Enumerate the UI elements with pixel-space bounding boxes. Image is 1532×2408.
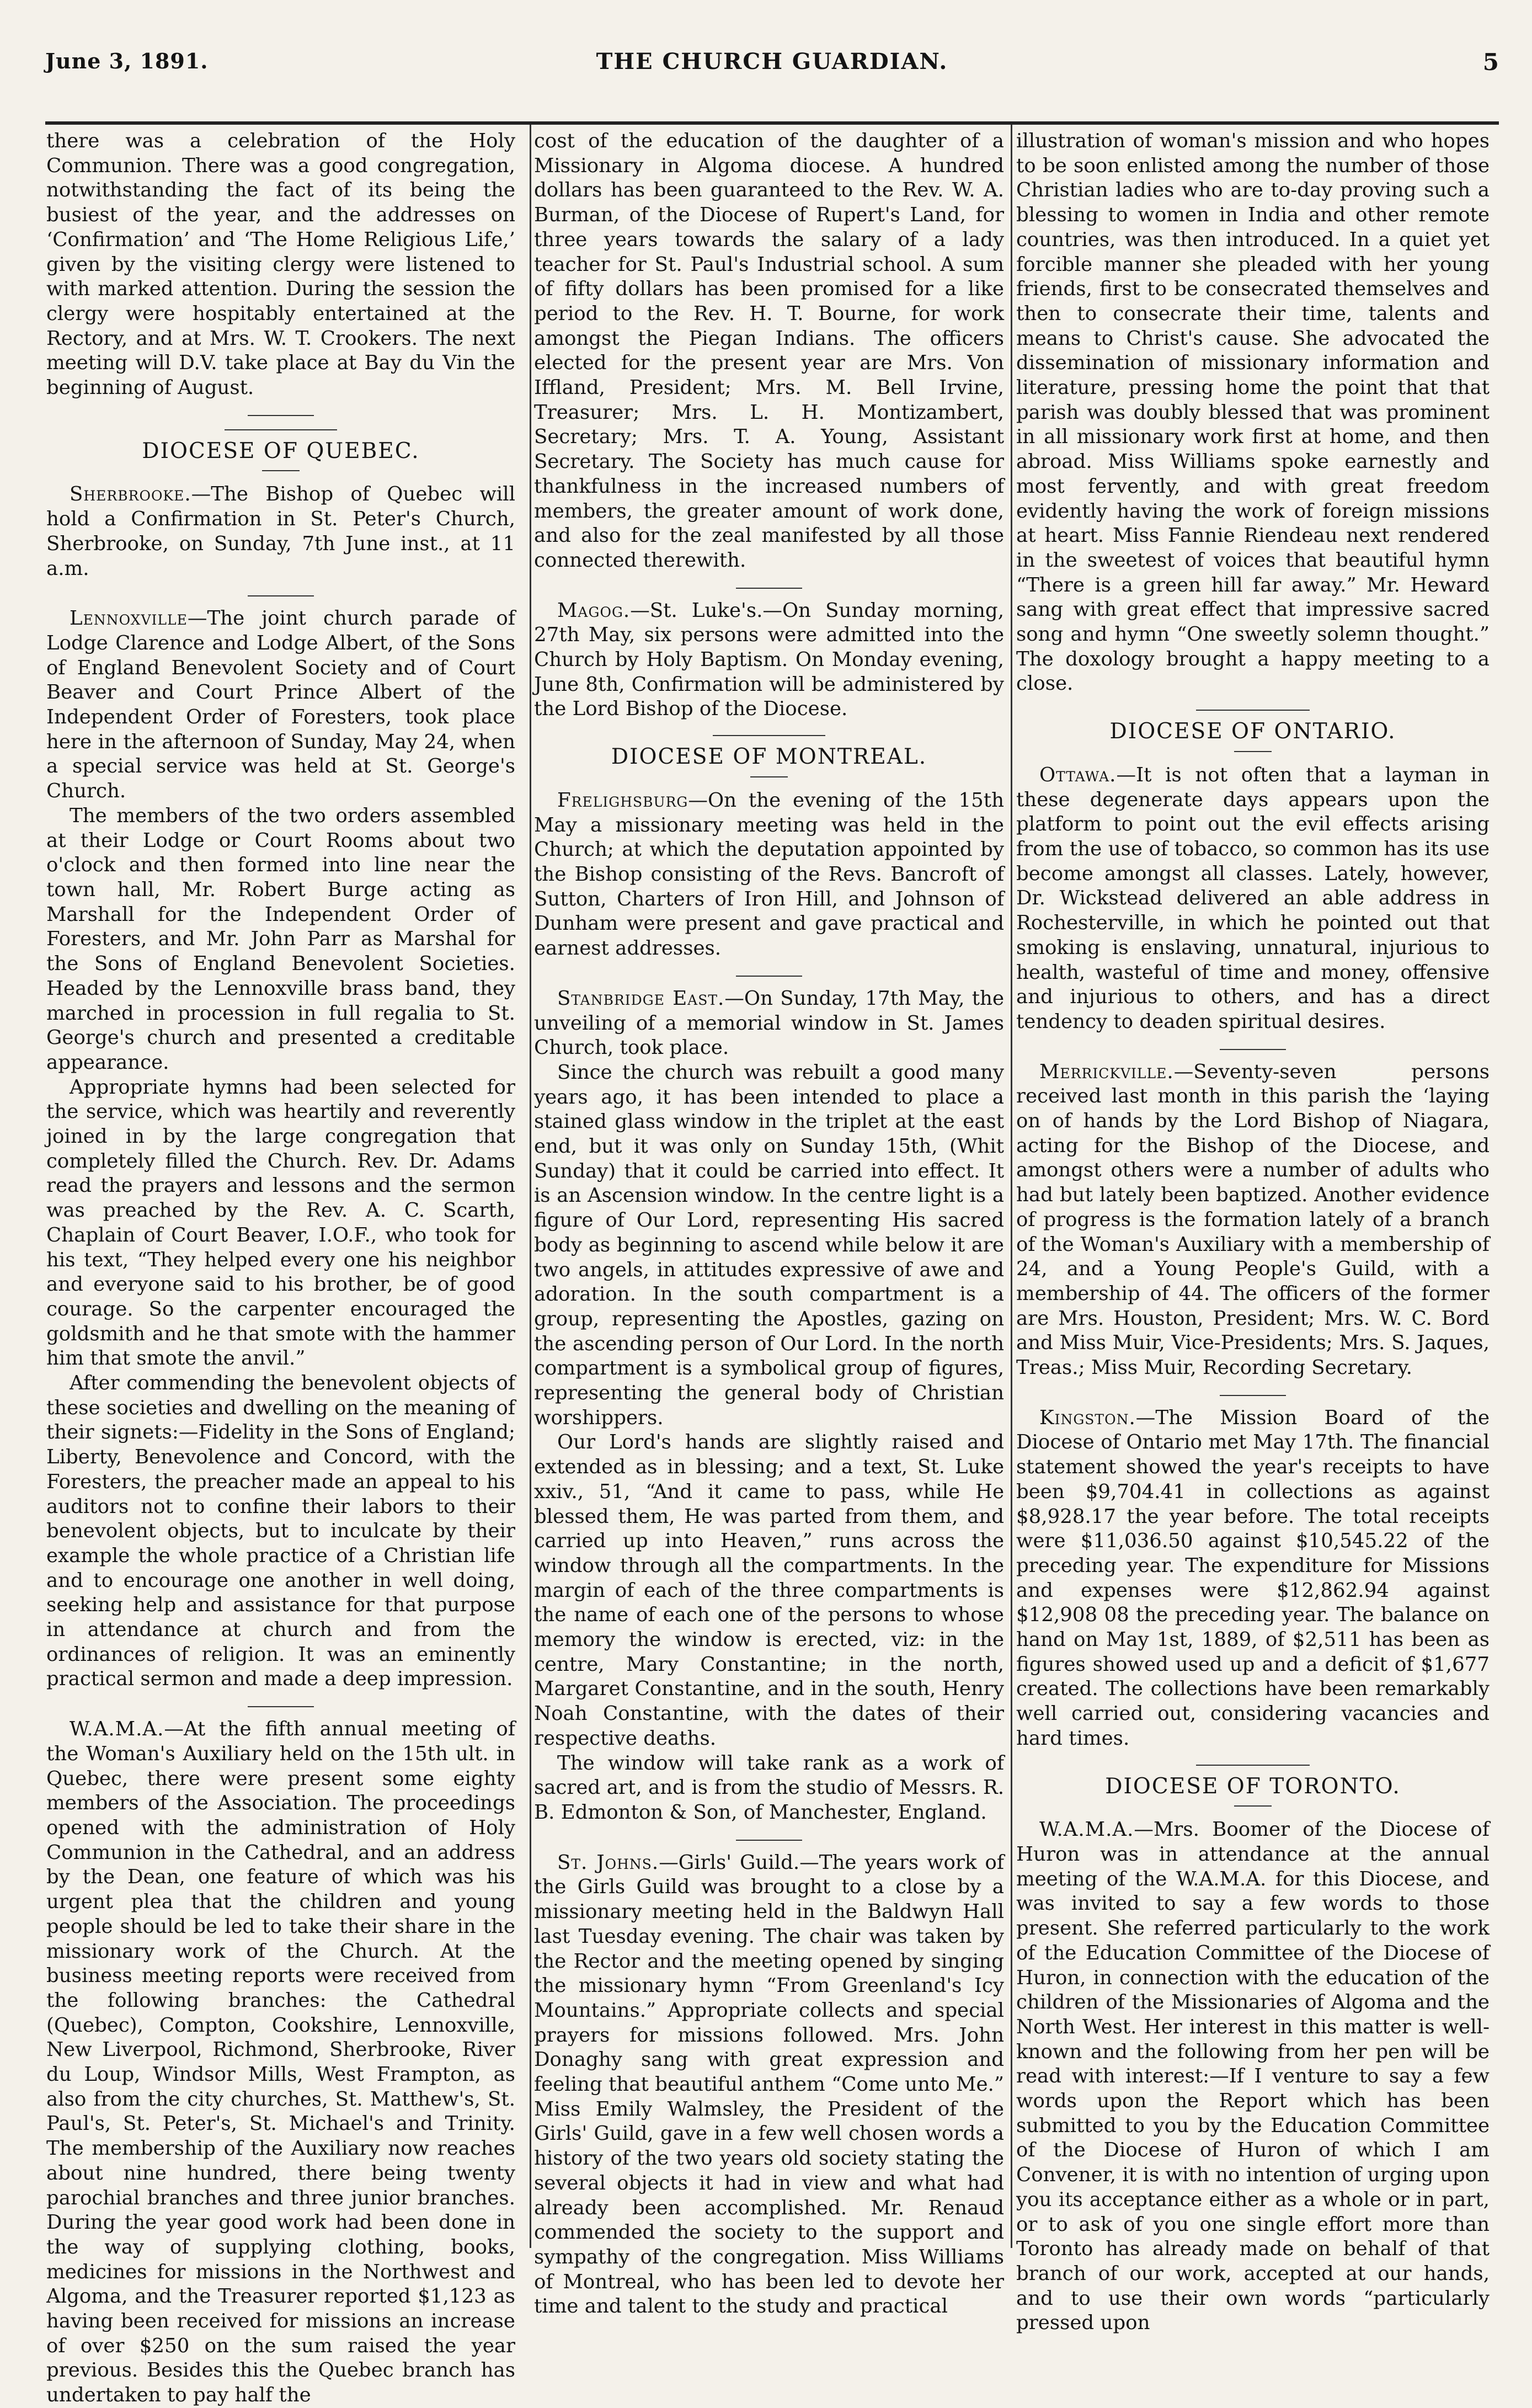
article-paragraph: illustration of woman's mission and who hopes to be soon enlisted among the number of those Christian ladies who are to-day proving such a blessing to women in India and other remote countries, was then introduced. In a quiet yet forcible manner she pleaded with her young friends, first to be consecrated themselves and then to consecrate their time, talents and means to Christ's cause. She advocated the dissemination of missionary information and literature, pressing home the point that that parish was doubly blessed that was prominent in all missionary work first at home, and then abroad. Miss Williams spoke earnestly and most fervently, and with great freedom evidently having the work of foreign missions at heart. Miss Fannie Riendeau next rendered in the sweetest of voices that beautiful hymn “There is a green hill far away.” Mr. Heward sang with great effect that impressive sacred song and hymn “One sweetly solemn thought.” The doxology brought a happy meeting to a close. — [1016, 130, 1490, 695]
article-text: —It is not often that a layman in these degenerate days appears upon the platform to point out the evil effects arising from the use of tobacco, so common has its use become amongst all classes. Lately, however, Dr. Wickstead delivered an able address in Rochesterville, in which he pointed out that smoking is enslaving, unnatural, injurious to health, wasteful of time and money, offensive and injurious to others, and has a direct tendency to deaden spiritual desires. — [1016, 763, 1490, 1033]
place-lead: Merrickville. — [1039, 1060, 1174, 1083]
place-lead: Lennoxville — [70, 607, 188, 630]
page-number: 5 — [1482, 49, 1499, 76]
article-text: —On Sunday, 17th May, the unveiling of a memorial window in St. James Church, took place. — [534, 987, 1004, 1059]
article-paragraph: The members of the two orders assembled at their Lodge or Court Rooms about two o'clock and then formed into line near the town hall, Mr. Robert Burge acting as Marshall for the Independent Order of Foresters, and Mr. John Parr as Marshal for the Sons of England Benevolent Societies. Headed by the Lennoxville brass band, they marched in procession in full regalia to St. George's church and presented a creditable appearance. — [46, 804, 515, 1074]
place-lead: Ottawa. — [1039, 763, 1117, 786]
section-heading-montreal: DIOCESE OF MONTREAL. — [534, 745, 1004, 770]
article-text: —The Mission Board of the Diocese of Ontario met May 17th. The financial statement showed the year's receipts to have been $9,704.41 in collections as against $8,928.17 the year before. The total receipts were $11,036.50 against $10,545.22 of the preceding year. The expenditure for Missions and expenses were $12,862.94 against $12,908 08 the preceding year. The balance on hand on May 1st, 1889, of $2,511 has been as figures showed used up and a deficit of $1,677 created. The collections have been remarkably well carried out, considering vacancies and hard times. — [1016, 1406, 1490, 1750]
section-heading-toronto: DIOCESE OF TORONTO. — [1016, 1775, 1490, 1799]
article-separator — [248, 415, 314, 416]
article-paragraph: Appropriate hymns had been selected for the service, which was heartily and reverently joined in by the large congregation that completely filled the Church. Rev. Dr. Adams read the prayers and lessons and the sermon was preached by the Rev. A. C. Scarth, Chaplain of Court Beaver, I.O.F., who took for his text, “They helped every one his neighbor and everyone said to his brother, be of good courage. So the carpenter encouraged the goldsmith and he that smote with the hammer him that smote the anvil.” — [46, 1075, 515, 1370]
article-text: —The Bishop of Quebec will hold a Confirmation in St. Peter's Church, Sherbrooke, on Sunday, 7th June inst., at 11 a.m. — [46, 483, 515, 580]
article-paragraph — [1016, 763, 1490, 1035]
issue-date: June 3, 1891. — [45, 49, 209, 73]
section-heading-ontario: DIOCESE OF ONTARIO. — [1016, 720, 1490, 744]
section-heading-quebec: DIOCESE OF QUEBEC. — [46, 439, 515, 464]
column-divider-2 — [1011, 125, 1012, 2248]
article-paragraph: After commending the benevolent objects of these societies and dwelling on the meaning of their signets:—Fidelity in the Sons of England; Liberty, Benevolence and Concord, with the Foresters, the preacher made an appeal to his auditors not to confine their labors to their benevolent objects, but to inculcate by their example the whole practice of a Christian life and to encourage one another in well doing, seeking help and assistance for that purpose in attendance at church and from the ordinances of religion. It was an eminently practical sermon and made a deep impression. — [46, 1372, 515, 1691]
article-separator — [1220, 1049, 1286, 1050]
place-lead: Stanbridge East. — [557, 987, 725, 1010]
article-paragraph: Our Lord's hands are slightly raised and extended as in blessing; and a text, St. Luke xxiv., 51, “And it came to pass, while He blessed them, He was parted from them, and carried up into Heaven,” runs across the window through all the compartments. In the margin of each of the three compartments is the name of each one of the persons to whose memory the window is erected, viz: in the centre, Mary Constantine; in the north, Margaret Constantine, and in the south, Henry Noah Constantine, with the dates of their respective deaths. — [534, 1431, 1004, 1750]
article-paragraph: The window will take rank as a work of sacred art, and is from the studio of Messrs. R. B. Edmonton & Son, of Manchester, England. — [534, 1751, 1004, 1824]
article-text: —At the fifth annual meeting of the Woman's Auxiliary held on the 15th ult. in Quebec, there were present some eighty members of the Association. The proceedings opened with the administration of Holy Communion in the Cathedral, and an address by the Dean, one feature of which was his urgent plea that the children and young people should be led to take their share in the missionary work of the Church. At the business meeting reports were received from the following branches: the Cathedral (Quebec), Compton, Cookshire, Lennoxville, New Liverpool, Richmond, Sherbrooke, River du Loup, Windsor Mills, West Frampton, as also from the city churches, St. Matthew's, St. Paul's, St. Peter's, St. Michael's and Trinity. The membership of the Auxiliary now reaches about nine hundred, there being twenty parochial branches and three junior branches. During the year good work had been done in the way of supplying clothing, books, medicines for missions in the Northwest and Algoma, and the Treasurer reported $1,123 as having been received for missions an increase of over $250 on the sum raised the year previous. Besides this the Quebec branch has undertaken to pay half the — [46, 1718, 515, 2407]
article-paragraph — [1016, 1060, 1490, 1381]
article-text: —Mrs. Boomer of the Diocese of Huron was in attendance at the annual meeting of the W.A.M.A. for this Diocese, and was invited to say a few words to those present. She referred particularly to the work of the Education Committee of the Diocese of Huron, in connection with the education of the children of the Missionaries of Algoma and the North West. Her interest in this matter is well-known and the following from her pen will be read with interest:—If I venture to say a few words upon the Report which has been submitted to you by the Education Committee of the Diocese of Huron of which I am Convener, it is with no intention of urging upon you its acceptance either as a whole or in part, or to ask of you one single effort more than Toronto has already made on behalf of that branch of our work, accepted at our hands, and to use their own words “particularly pressed upon — [1016, 1818, 1490, 2335]
article-separator — [1220, 1395, 1286, 1396]
place-lead: St. Johns. — [557, 1851, 659, 1874]
article-paragraph — [46, 1717, 515, 2408]
header-rule — [45, 121, 1499, 125]
article-text: —St. Luke's.—On Sunday morning, 27th May, six persons were admitted into the Church by Holy Baptism. On Monday evening, June 8th, Confirmation will be administered by the Lord Bishop of the Diocese. — [534, 599, 1004, 721]
article-separator — [736, 588, 802, 589]
article-text: —The joint church parade of Lodge Clarence and Lodge Albert, of the Sons of England Benevolent Society and of Court Beaver and Court Prince Albert of the Independent Order of Foresters, took place here in the afternoon of Sunday, May 24, when a special service was held at St. George's Church. — [46, 607, 515, 803]
article-paragraph: there was a celebration of the Holy Communion. There was a good congregation, notwithstanding the fact of its being the busiest of the year, and the addresses on ‘Confirmation’ and ‘The Home Religious Life,’ given by the visiting clergy were listened to with marked attention. During the session the clergy were hospitably entertained at the Rectory, and at Mrs. W. T. Crookers. The next meeting will D.V. take place at Bay du Vin the beginning of August. — [46, 130, 515, 399]
column-2 — [534, 129, 1004, 2318]
article-paragraph — [534, 1851, 1004, 2319]
place-lead: Kingston. — [1039, 1406, 1136, 1429]
article-text: —Seventy-seven persons received last month in this parish the ‘laying on of hands by the Lord Bishop of Niagara, acting for the Bishop of the Diocese, and amongst others were a number of adults who had but lately been baptized. Another evidence of progress is the formation lately of a branch of the Woman's Auxiliary with a membership of 24, and a Young People's Guild, with a membership of 44. The officers of the former are Mrs. Houston, President; Mrs. W. C. Bord and Miss Muir, Vice-Presidents; Mrs. S. Jaques, Treas.; Miss Muir, Recording Secretary. — [1016, 1060, 1490, 1379]
article-paragraph — [1016, 1818, 1490, 2336]
place-lead: W.A.M.A. — [70, 1718, 164, 1741]
article-separator — [248, 595, 314, 596]
article-paragraph — [1016, 1406, 1490, 1751]
article-paragraph: Since the church was rebuilt a good many years ago, it has been intended to place a stained glass window in the triplet at the east end, but it was only on Sunday 15th, (Whit Sunday) that it could be carried into effect. It is an Ascension window. In the centre light is a figure of Our Lord, representing His sacred body as beginning to ascend while below it are two angels, in attitudes expressive of awe and adoration. In the south compartment is a group, representing the Apostles, gazing on the ascending person of Our Lord. In the north compartment is a symbolical group of figures, representing the general body of Christian worshippers. — [534, 1061, 1004, 1429]
article-separator — [736, 1840, 802, 1841]
article-paragraph — [46, 482, 515, 581]
column-3 — [1016, 129, 1490, 2335]
article-separator — [248, 1706, 314, 1707]
article-separator — [736, 976, 802, 977]
place-lead: Magog. — [557, 599, 631, 622]
article-paragraph — [534, 599, 1004, 722]
place-lead: Sherbrooke. — [70, 483, 191, 506]
article-text: —Girls' Guild.—The years work of the Girls Guild was brought to a close by a missionary meeting held in the Baldwyn Hall last Tuesday evening. The chair was taken by the Rector and the meeting opened by singing the missionary hymn “From Greenland's Icy Mountains.” Appropriate collects and special prayers for missions followed. Mrs. John Donaghy sang with great expression and feeling that beautiful anthem “Come unto Me.” Miss Emily Walmsley, the President of the Girls' Guild, gave in a few well chosen words a history of the two years old society stating the several objects it had in view and what had already been accomplished. Mr. Renaud commended the society to the support and sympathy of the congregation. Miss Williams of Montreal, who has been led to devote her time and talent to the study and practical — [534, 1851, 1004, 2318]
place-lead: Frelighsburg — [557, 789, 688, 812]
article-paragraph — [534, 987, 1004, 1061]
article-paragraph: cost of the education of the daughter of a Missionary in Algoma diocese. A hundred dollars has been guaranteed to the Rev. W. A. Burman, of the Diocese of Rupert's Land, for three years towards the salary of a lady teacher for St. Paul's Industrial school. A sum of fifty dollars has been promised for a like period to the Rev. H. T. Bourne, for work amongst the Piegan Indians. The officers elected for the present year are Mrs. Von Iffland, President; Mrs. M. Bell Irvine, Treasurer; Mrs. L. H. Montizambert, Secretary; Mrs. T. A. Young, Assistant Secretary. The Society has much cause for thankfulness in the increased numbers of members, the greater amount of work done, and also for the zeal manifested by all those connected therewith. — [534, 130, 1004, 572]
article-paragraph — [534, 789, 1004, 961]
article-paragraph — [46, 606, 515, 804]
masthead — [45, 49, 1499, 98]
newspaper-title: THE CHURCH GUARDIAN. — [596, 49, 948, 74]
column-1 — [46, 129, 515, 2407]
article-text: —On the evening of the 15th May a missionary meeting was held in the Church; at which the deputation appointed by the Bishop consisting of the Revs. Bancroft of Sutton, Charters of Iron Hill, and Johnson of Dunham were present and gave practical and earnest addresses. — [534, 789, 1004, 960]
place-lead: W.A.M.A. — [1039, 1818, 1134, 1841]
column-divider-1 — [530, 125, 531, 2248]
